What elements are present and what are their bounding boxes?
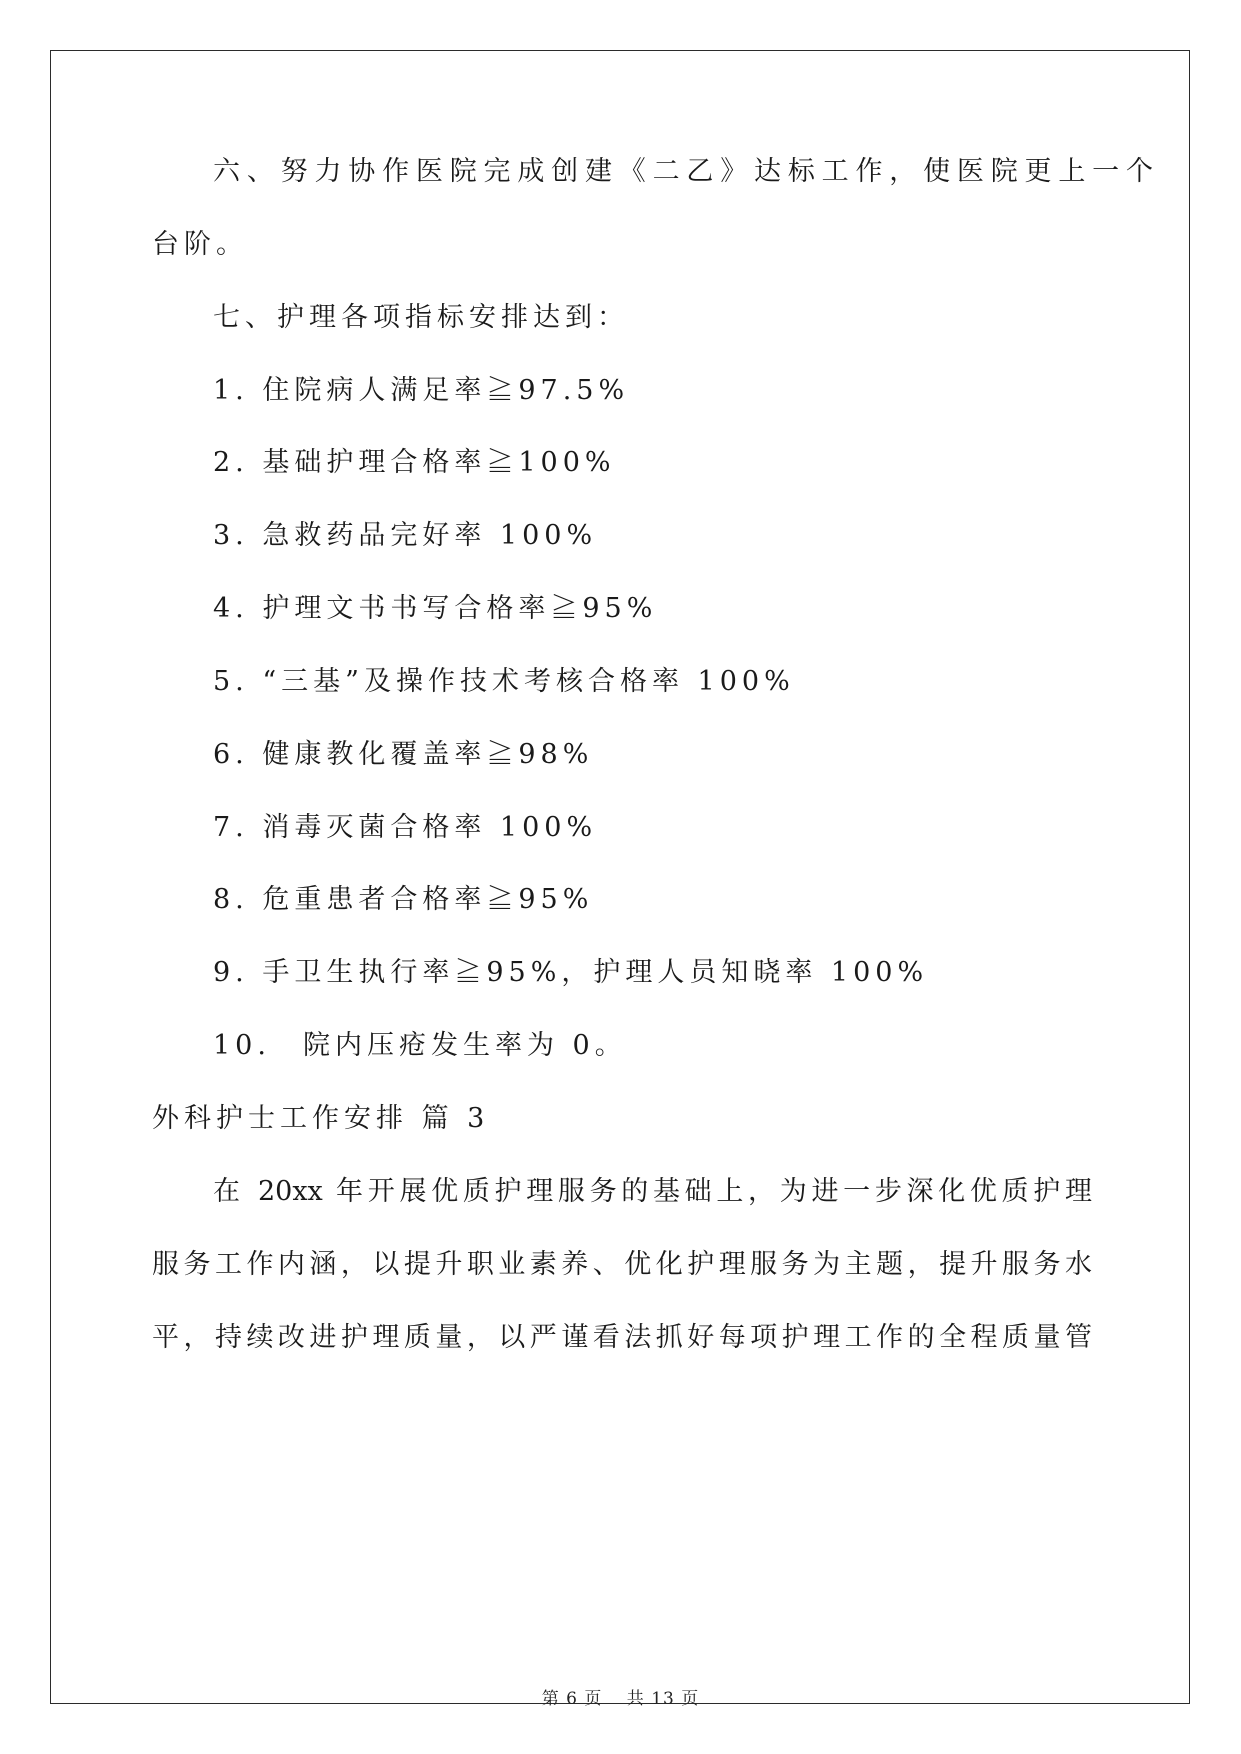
section6-line1: 六、努力协作医院完成创建《二乙》达标工作，使医院更上一个 — [213, 156, 1153, 187]
list-item: 1. 住院病人满足率≧97.5% — [213, 375, 630, 406]
list-item: 6. 健康教化覆盖率≧98% — [213, 739, 594, 770]
list-item: 4. 护理文书书写合格率≧95% — [213, 593, 658, 624]
paragraph-line: 服务工作内涵，以提升职业素养、优化护理服务为主题，提升服务水 — [152, 1249, 1092, 1280]
list-item: 2. 基础护理合格率≧100% — [213, 447, 616, 478]
list-item: 5. “三基”及操作技术考核合格率 100% — [213, 666, 795, 697]
list-item: 9. 手卫生执行率≧95%，护理人员知晓率 100% — [213, 957, 929, 988]
paragraph-line: 平，持续改进护理质量，以严谨看法抓好每项护理工作的全程质量管 — [152, 1322, 1092, 1353]
paragraph-line: 在 20xx 年开展优质护理服务的基础上，为进一步深化优质护理 — [213, 1176, 1092, 1207]
list-item: 8. 危重患者合格率≧95% — [213, 884, 594, 915]
section7-heading: 七、护理各项指标安排达到： — [213, 302, 629, 333]
list-item: 7. 消毒灭菌合格率 100% — [213, 812, 598, 843]
chapter-title: 外科护士工作安排 篇 3 — [152, 1103, 490, 1134]
list-item: 3. 急救药品完好率 100% — [213, 520, 598, 551]
page-number: 第 6 页 共 13 页 — [541, 1689, 700, 1709]
list-item: 10. 院内压疮发生率为 0。 — [213, 1030, 627, 1061]
section6-line2: 台阶。 — [152, 229, 248, 260]
